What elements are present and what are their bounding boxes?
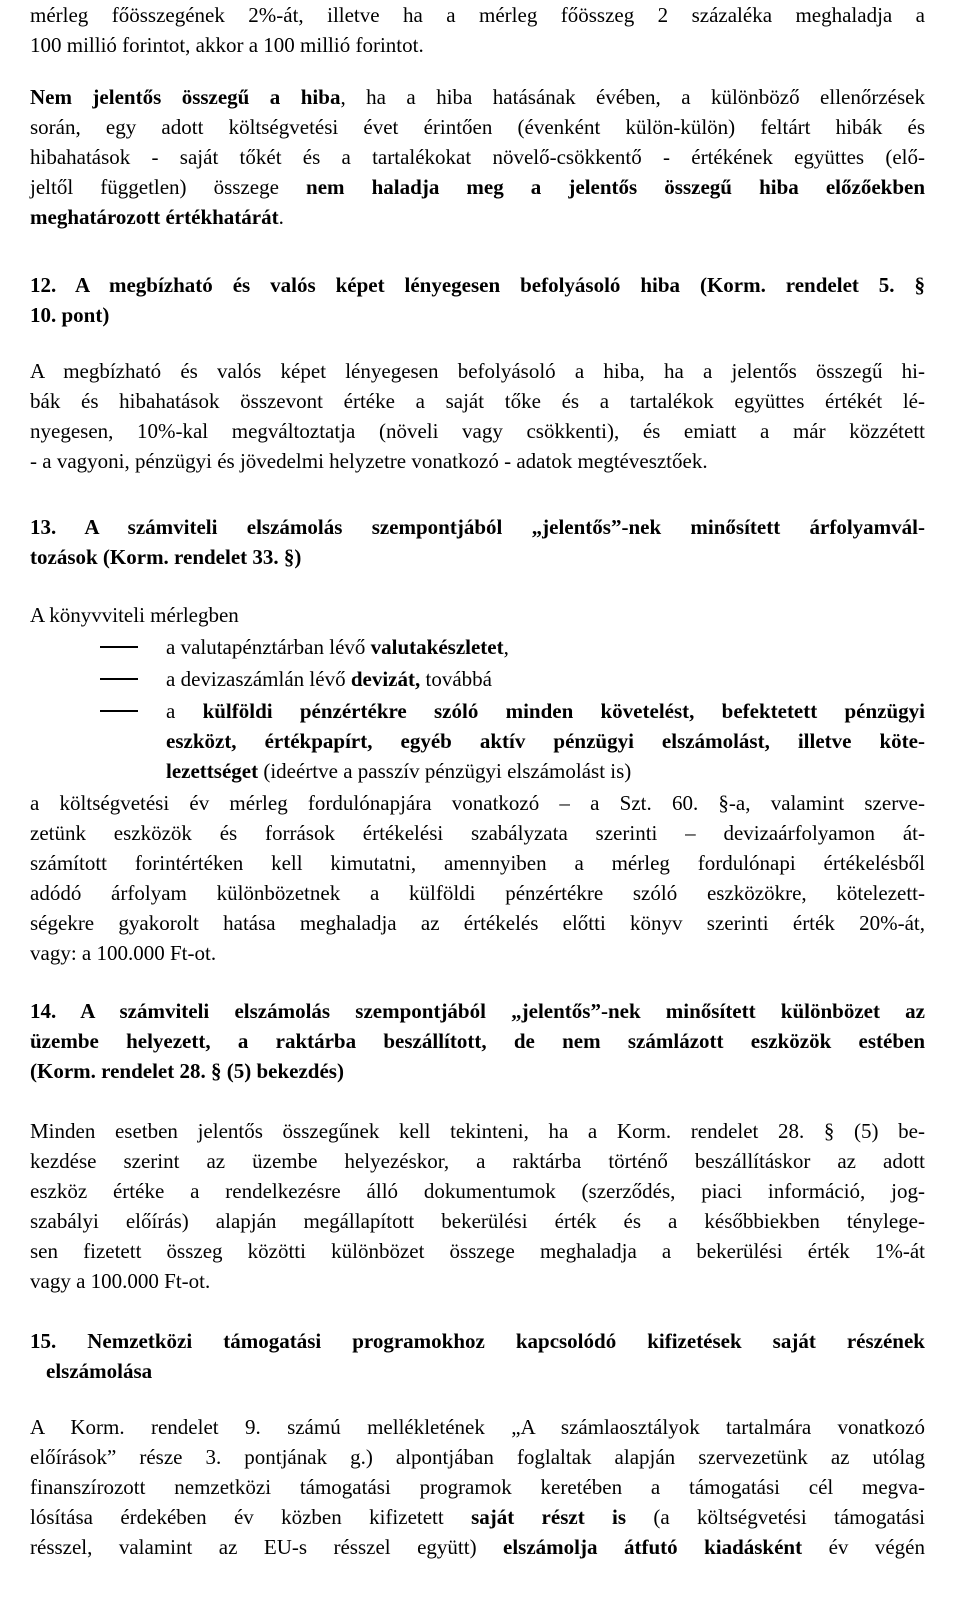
text-line: A megbízható és valós képet lényegesen befolyásoló a hiba, ha a jelentős összegű hi- [30, 359, 925, 383]
bold-term: nem haladja meg a jelentős összegű hiba előzőekben [306, 175, 926, 199]
bullet-item [166, 696, 925, 786]
bold-term: Nem jelentős összegű a hiba [30, 85, 341, 109]
text-line: ségekre gyakorolt hatása meghaladja az értékelés előtti könyv szerinti érték 20%-át, [30, 911, 925, 935]
text-line [30, 1502, 925, 1532]
text-run: év végén [802, 1535, 925, 1559]
text-line: a költségvetési év mérleg fordulónapjára vonatkozó – a Szt. 60. §-a, valamint szerve- [30, 791, 925, 815]
section-13-lead [30, 600, 925, 630]
text-run: jeltől független) összege [30, 175, 307, 199]
bullet-item [166, 664, 492, 694]
dash-bullet [100, 678, 138, 680]
text-run: a [166, 699, 203, 723]
heading-line: 10. pont) [30, 303, 110, 327]
bold-term: saját részt is [471, 1505, 627, 1529]
text-line: zetünk eszközök és források értékelési szabályzata szerinti – devizaárfolyamon át- [30, 821, 925, 845]
text-line [30, 1532, 925, 1562]
text-line [30, 202, 925, 232]
text-line [30, 172, 925, 202]
bold-term: meghatározott értékhatárát [30, 205, 279, 229]
text-run: (ideértve a passzív pénzügyi elszámolást is) [258, 759, 632, 783]
text-line: hibahatások - saját tőkét és a tartalékokat növelő-csökkentő - értékének együttes (elő- [30, 145, 925, 169]
text-run: a devizaszámlán lévő [166, 667, 351, 691]
heading-line: üzembe helyezett, a raktárba beszállított, de nem számlázott eszközök estében [30, 1029, 925, 1053]
heading-line: (Korm. rendelet 28. § (5) bekezdés) [30, 1059, 344, 1083]
heading-line: 12. A megbízható és valós képet lényegesen befolyásoló hiba (Korm. rendelet 5. § [30, 273, 925, 297]
section-13-paragraph [30, 788, 925, 968]
section-12-paragraph [30, 356, 925, 476]
heading-line: elszámolása [46, 1359, 153, 1383]
text-line [166, 696, 925, 726]
text-line: A könyvviteli mérlegben [30, 603, 239, 627]
text-line: eszközt, értékpapírt, egyéb aktív pénzügyi elszámolást, illetve köte- [166, 729, 925, 753]
text-line: kezdése szerint az üzembe helyezéskor, a raktárba történő beszállításkor az adott [30, 1149, 925, 1173]
text-line: Minden esetben jelentős összegűnek kell tekinteni, ha a Korm. rendelet 28. § (5) be- [30, 1119, 925, 1143]
bold-term: valutakészletet [370, 635, 504, 659]
section-heading-12 [30, 270, 925, 330]
text-line: sen fizetett összeg közötti különbözet összege meghaladja a bekerülési érték 1%-át [30, 1239, 925, 1263]
text-line: vagy a 100.000 Ft-ot. [30, 1269, 211, 1293]
heading-line: 13. A számviteli elszámolás szempontjából „jelentős”-nek minősített árfolyamvál- [30, 515, 925, 539]
text-line: mérleg főösszegének 2%-át, illetve ha a mérleg főösszeg 2 százaléka meghaladja a [30, 3, 925, 27]
bold-term: elszámolja átfutó kiadásként [503, 1535, 803, 1559]
text-run: . [278, 205, 284, 229]
text-line [166, 756, 925, 786]
text-line: számított forintértéken kell kimutatni, amennyiben a mérleg fordulónapi értékelésből [30, 851, 925, 875]
text-line: előírások” része 3. pontjának g.) alpontjában foglaltak alapján szervezetünk az utólag [30, 1445, 925, 1469]
dash-bullet [100, 710, 138, 712]
text-line: adódó árfolyam különbözetnek a külföldi pénzértékre szóló eszközökre, kötelezett- [30, 881, 925, 905]
heading-line: tozások (Korm. rendelet 33. §) [30, 545, 302, 569]
text-line: - a vagyoni, pénzügyi és jövedelmi helyzetre vonatkozó - adatok megtévesztőek. [30, 449, 708, 473]
heading-line: 15. Nemzetközi támogatási programokhoz kapcsolódó kifizetések saját részének [30, 1329, 925, 1353]
text-line: 100 millió forintot, akkor a 100 millió forintot. [30, 33, 424, 57]
dash-bullet [100, 646, 138, 648]
text-line: finanszírozott nemzetközi támogatási programok keretében a támogatási cél megva- [30, 1475, 925, 1499]
not-significant-paragraph [30, 82, 925, 232]
section-14-paragraph [30, 1116, 925, 1296]
text-run: , ha a hiba hatásának évében, a különböző ellenőrzések [340, 85, 926, 109]
text-run: a valutapénztárban lévő [166, 635, 371, 659]
bullet-item [166, 632, 509, 662]
bold-term: külföldi pénzértékre szóló minden követelést, befektetett pénzügyi [202, 699, 926, 723]
bold-term: lezettséget [166, 759, 259, 783]
intro-paragraph [30, 0, 925, 60]
text-line: nyegesen, 10%-kal megváltoztatja (növeli vagy csökkenti), és emiatt a már közzétett [30, 419, 925, 443]
text-line: bák és hibahatások összevont értéke a saját tőke és a tartalékok együttes értékét lé- [30, 389, 925, 413]
text-run: , [503, 635, 509, 659]
section-heading-13 [30, 512, 925, 572]
text-line: eszköz értéke a rendelkezésre álló dokumentumok (szerződés, piaci információ, jog- [30, 1179, 925, 1203]
text-run: továbbá [420, 667, 492, 691]
text-line: vagy: a 100.000 Ft-ot. [30, 941, 217, 965]
heading-line: 14. A számviteli elszámolás szempontjából „jelentős”-nek minősített különbözet az [30, 999, 925, 1023]
section-heading-14 [30, 996, 925, 1086]
text-line [30, 82, 925, 112]
text-line: során, egy adott költségvetési évet érintően (évenként külön-külön) feltárt hibák és [30, 115, 925, 139]
text-line: A Korm. rendelet 9. számú mellékletének „A számlaosztályok tartalmára vonatkozó [30, 1415, 925, 1439]
text-run: (a költségvetési támogatási [626, 1505, 926, 1529]
section-15-paragraph [30, 1412, 925, 1562]
bold-term: devizát, [350, 667, 421, 691]
text-line: szabályi előírás) alapján megállapított bekerülési érték és a későbbiekben ténylege- [30, 1209, 925, 1233]
section-heading-15 [30, 1326, 925, 1386]
text-run: lósítása érdekében év közben kifizetett [30, 1505, 472, 1529]
text-run: résszel, valamint az EU-s résszel együtt) [30, 1535, 504, 1559]
